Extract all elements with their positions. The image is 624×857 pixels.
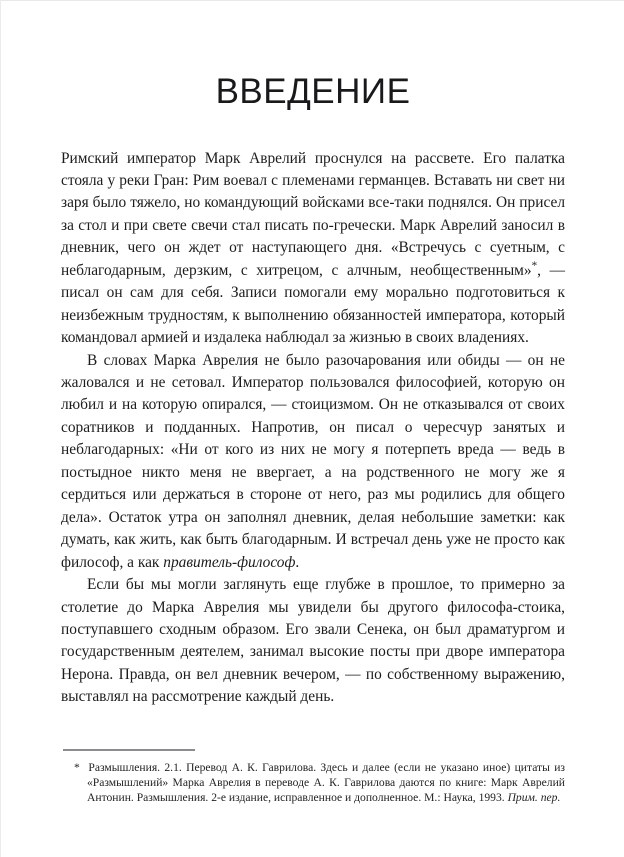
footnote-area xyxy=(61,749,565,806)
page-title: ВВЕДЕНИЕ xyxy=(215,72,411,111)
paragraph-1-text: Римский император Марк Аврелий проснулся на рассвете. Его палатка стояла у реки Гран: Рим воевал с племенами германцев. Вставать ни свет ни заря было тяжело, но командующий войсками все-таки поднялся. Он присел за стол и при свете свечи стал писать по-гречески. Марк Аврелий заносил в дневник, чего он ждет от наступающего дня. «Встречусь с суетным, с неблагодарным, дерзким, с хитрецом, с алчным, необщественным» xyxy=(61,149,565,279)
page-content-column xyxy=(61,1,565,709)
footnote-body: Размышления. 2.1. Перевод А. К. Гаврилова. Здесь и далее (если не указано иное) цитаты из «Размышлений» Марка Аврелия в переводе А. К. Гаврилова даются по книге: Марк Аврелий Антонин. Размышления. 2-е издание, исправленное и дополненное. М.: Наука, 1993. xyxy=(87,761,565,805)
footnote-emphasis: Прим. пер. xyxy=(507,791,561,805)
paragraph-2 xyxy=(61,350,565,575)
paragraph-3: Если бы мы могли заглянуть еще глубже в прошлое, то примерно за столетие до Марка Аврелия мы увидели бы другого философа-стоика, поступавшего сходным образом. Его звали Сенека, он был драматургом и государственным деятелем, занимал высокие посты при дворе императора Нерона. Правда, он вел дневник вечером, — по собственному выражению, выставлял на рассмотрение каждый день. xyxy=(61,576,565,706)
paragraph-1-tail: , — писал он сам для себя. Записи помогали ему морально подготовиться к неизбежным трудностям, к выполнению обязанностей императора, который командовал армией и издалека наблюдал за жизнью в своих владениях. xyxy=(61,261,565,347)
paragraph-2-head: В словах Марка Аврелия не было разочарования или обиды — он не жаловался и не сетовал. Император пользовался философией, которую он любил и на которую опирался, — стоицизмом. Он не отказывался от своих соратников и подданных. Напротив, он писал о чересчур занятых и неблагодарных: «Ни от кого из них не могу я потерпеть вреда — ведь в постыдное никто меня не ввергает, а на родственного не могу же я сердиться или держаться в стороне от него, раз мы родились для общего дела». Остаток утра он заполнял дневник, делая небольшие заметки: как думать, как жить, как быть благодарным. И встречал день уже не просто как философ, а как xyxy=(61,351,565,571)
paragraph-2-tail: . xyxy=(295,553,300,571)
footnote-separator-rule xyxy=(63,749,195,751)
footnote-text xyxy=(61,760,565,806)
footnote-marker: * xyxy=(74,761,80,774)
paragraph-2-emphasis: правитель-философ xyxy=(163,553,296,571)
body-text xyxy=(61,148,565,709)
paragraph-1 xyxy=(61,148,565,350)
footnote-reference-marker[interactable]: * xyxy=(531,259,538,272)
